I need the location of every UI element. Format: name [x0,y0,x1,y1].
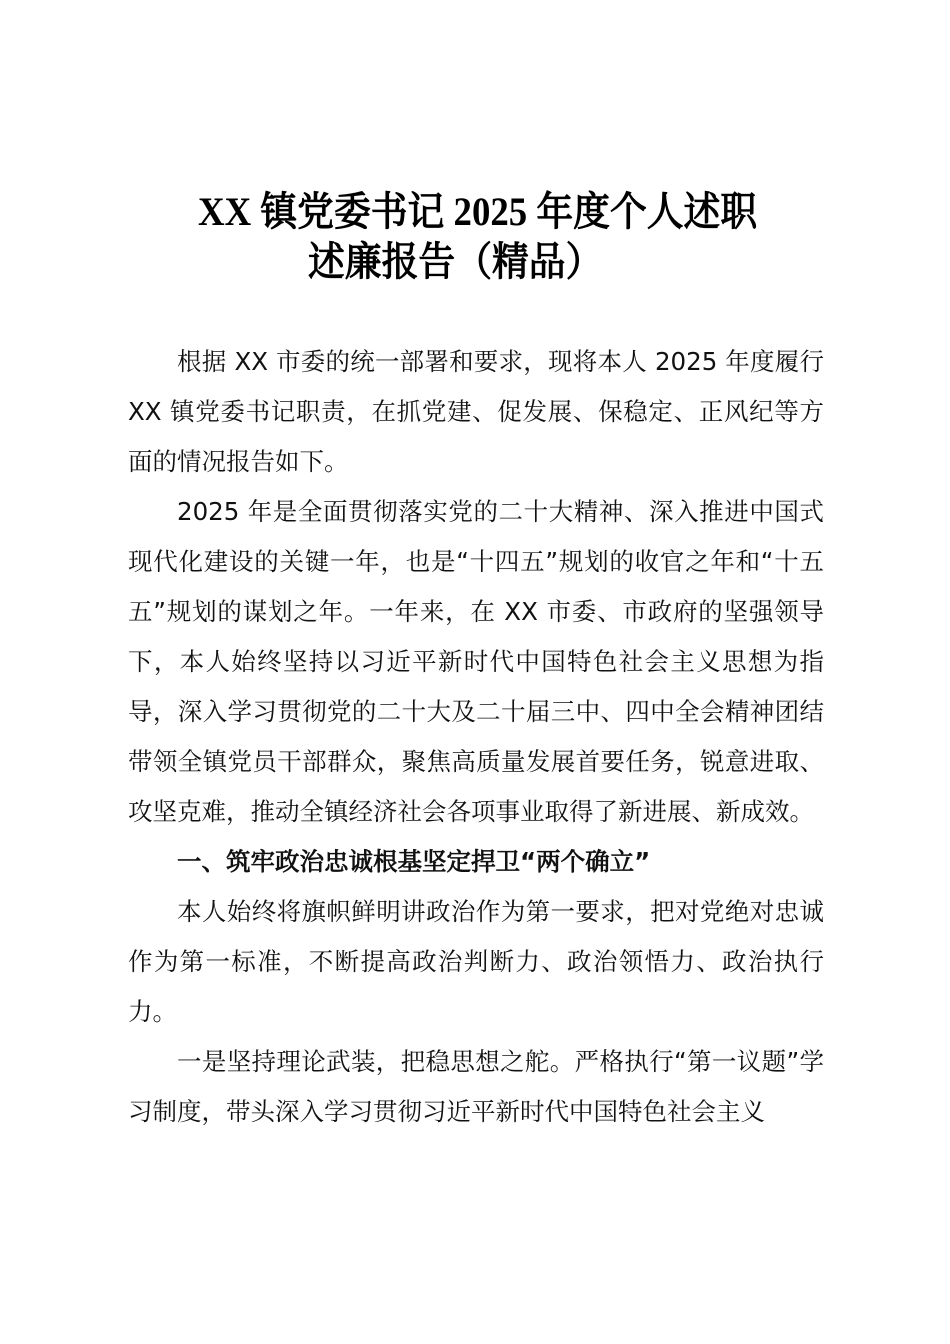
paragraph-section-1-point-1: 一是坚持理论武装，把稳思想之舵。严格执行“第一议题”学习制度，带头深入学习贯彻习近平新时代中国特色社会主义 [128,1047,824,1126]
paragraph-intro: 根据 XX 市委的统一部署和要求，现将本人 2025 年度履行 XX 镇党委书记职责，在抓党建、促发展、保稳定、正风纪等方面的情况报告如下。 [128,347,824,476]
paragraph-section-1-intro: 本人始终将旗帜鲜明讲政治作为第一要求，把对党绝对忠诚作为第一标准，不断提高政治判断力、政治领悟力、政治执行力。 [128,897,824,1026]
document-body [128,337,824,1137]
paragraph-background: 2025 年是全面贯彻落实党的二十大精神、深入推进中国式现代化建设的关键一年，也是“十四五”规划的收官之年和“十五五”规划的谋划之年。一年来，在 XX 市委、市政府的坚强领导下，本人始终坚持以习近平新时代中国特色社会主义思想为指导，深入学习贯彻党的二十大及二十届三中、四中全会精神团结带领全镇党员干部群众，聚焦高质量发展首要任务，锐意进取、攻坚克难，推动全镇经济社会各项事业取得了新进展、新成效。 [128,497,824,826]
section-heading-1: 一、筑牢政治忠诚根基坚定捍卫“两个确立” [177,847,651,876]
document-title-line-1: XX 镇党委书记 2025 年度个人述职 [198,189,758,234]
document-title-line-2: 述廉报告（精品） [308,239,603,284]
